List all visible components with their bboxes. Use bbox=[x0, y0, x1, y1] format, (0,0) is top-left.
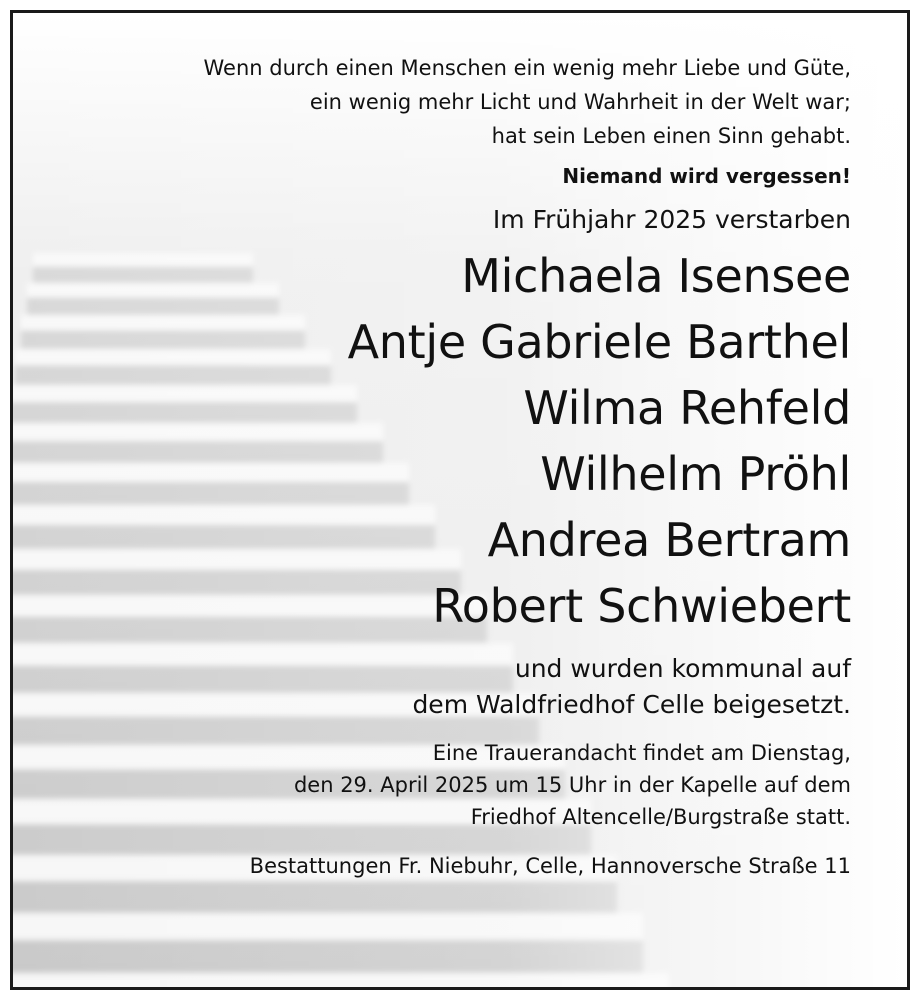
deceased-name: Antje Gabriele Barthel bbox=[347, 315, 851, 369]
deceased-name: Wilma Rehfeld bbox=[523, 381, 851, 435]
memorial-quote bbox=[53, 51, 851, 153]
memorial-service-notice bbox=[53, 737, 851, 833]
deceased-name: Wilhelm Pröhl bbox=[540, 447, 851, 501]
service-line: den 29. April 2025 um 15 Uhr in der Kapelle auf dem bbox=[293, 773, 851, 797]
quote-line: ein wenig mehr Licht und Wahrheit in der Welt war; bbox=[309, 90, 851, 114]
deceased-names bbox=[53, 243, 851, 639]
burial-line: und wurden kommunal auf bbox=[514, 654, 851, 683]
deceased-name: Robert Schwiebert bbox=[432, 579, 851, 633]
burial-line: dem Waldfriedhof Celle beigesetzt. bbox=[412, 690, 851, 719]
obituary-text bbox=[53, 51, 851, 881]
deceased-name: Michaela Isensee bbox=[461, 249, 851, 303]
service-line: Eine Trauerandacht findet am Dienstag, bbox=[432, 741, 851, 765]
service-line: Friedhof Altencelle/Burgstraße statt. bbox=[470, 805, 851, 829]
motto: Niemand wird vergessen! bbox=[562, 164, 851, 188]
quote-line: hat sein Leben einen Sinn gehabt. bbox=[491, 124, 851, 148]
obituary-frame bbox=[10, 10, 910, 990]
deceased-name: Andrea Bertram bbox=[487, 513, 851, 567]
undertaker-info: Bestattungen Fr. Niebuhr, Celle, Hannoversche Straße 11 bbox=[249, 854, 851, 878]
burial-notice bbox=[53, 651, 851, 723]
quote-line: Wenn durch einen Menschen ein wenig mehr Liebe und Güte, bbox=[203, 56, 851, 80]
intro-line: Im Frühjahr 2025 verstarben bbox=[492, 205, 851, 234]
